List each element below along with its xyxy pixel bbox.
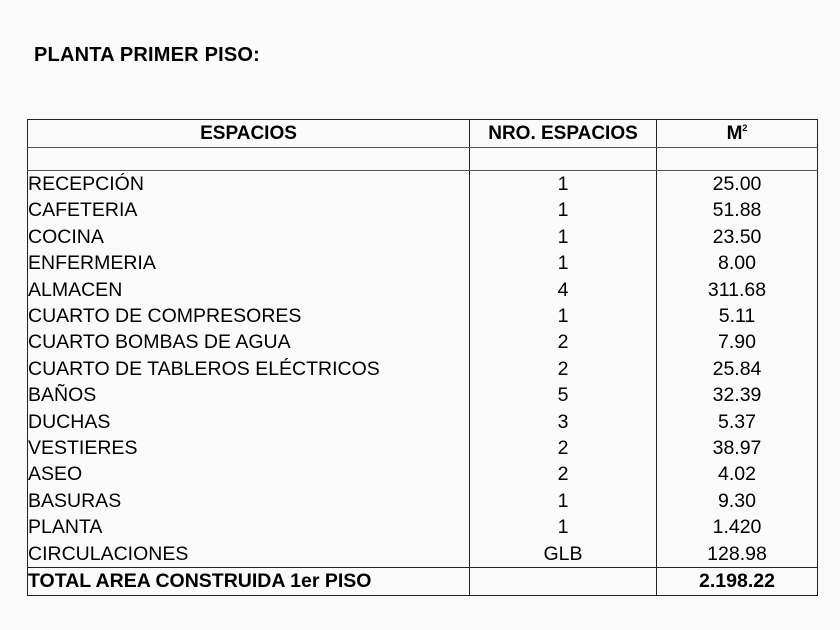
header-nro-espacios: NRO. ESPACIOS — [470, 120, 657, 148]
space-name-cell: BAÑOS — [28, 382, 470, 408]
space-name-cell: COCINA — [28, 224, 470, 250]
table-header-row — [28, 120, 818, 148]
space-area-cell: 5.37 — [657, 409, 818, 435]
total-row — [28, 568, 818, 596]
space-area-cell: 9.30 — [657, 488, 818, 514]
header-m2 — [657, 120, 818, 148]
space-area-cell: 25.00 — [657, 171, 818, 198]
space-name-cell: CUARTO DE COMPRESORES — [28, 303, 470, 329]
header-m2-base: M — [726, 123, 743, 144]
table-row — [28, 329, 818, 355]
space-name-cell: ENFERMERIA — [28, 250, 470, 276]
blank-cell — [28, 148, 470, 171]
space-count-cell: GLB — [470, 541, 657, 568]
space-name-cell: ALMACEN — [28, 277, 470, 303]
space-area-cell: 38.97 — [657, 435, 818, 461]
blank-cell — [657, 148, 818, 171]
space-count-cell: 1 — [470, 303, 657, 329]
table-row — [28, 488, 818, 514]
space-area-cell: 311.68 — [657, 277, 818, 303]
space-count-cell: 5 — [470, 382, 657, 408]
space-count-cell: 1 — [470, 197, 657, 223]
table-row — [28, 461, 818, 487]
space-count-cell: 4 — [470, 277, 657, 303]
space-name-cell: CIRCULACIONES — [28, 541, 470, 568]
space-name-cell: PLANTA — [28, 514, 470, 540]
space-count-cell: 2 — [470, 435, 657, 461]
space-count-cell: 1 — [470, 514, 657, 540]
space-area-cell: 23.50 — [657, 224, 818, 250]
header-m2-exponent: 2 — [742, 123, 748, 133]
table-row — [28, 171, 818, 198]
space-area-cell: 32.39 — [657, 382, 818, 408]
space-name-cell: DUCHAS — [28, 409, 470, 435]
space-name-cell: RECEPCIÓN — [28, 171, 470, 198]
areas-table — [27, 119, 818, 596]
space-name-cell: CUARTO BOMBAS DE AGUA — [28, 329, 470, 355]
space-area-cell: 4.02 — [657, 461, 818, 487]
blank-cell — [470, 148, 657, 171]
space-count-cell: 2 — [470, 461, 657, 487]
total-area: 2.198.22 — [657, 568, 818, 596]
total-count — [470, 568, 657, 596]
table-row — [28, 409, 818, 435]
space-count-cell: 2 — [470, 329, 657, 355]
table-body — [28, 148, 818, 568]
space-area-cell: 5.11 — [657, 303, 818, 329]
blank-row — [28, 148, 818, 171]
space-area-cell: 1.420 — [657, 514, 818, 540]
table-row — [28, 435, 818, 461]
table-row — [28, 277, 818, 303]
space-name-cell: ASEO — [28, 461, 470, 487]
page-title: PLANTA PRIMER PISO: — [34, 44, 261, 66]
total-label: TOTAL AREA CONSTRUIDA 1er PISO — [28, 568, 470, 596]
space-area-cell: 25.84 — [657, 356, 818, 382]
header-espacios: ESPACIOS — [28, 120, 470, 148]
table-row — [28, 514, 818, 540]
table-row — [28, 197, 818, 223]
space-name-cell: CAFETERIA — [28, 197, 470, 223]
space-area-cell: 128.98 — [657, 541, 818, 568]
space-area-cell: 8.00 — [657, 250, 818, 276]
space-count-cell: 2 — [470, 356, 657, 382]
space-name-cell: CUARTO DE TABLEROS ELÉCTRICOS — [28, 356, 470, 382]
space-area-cell: 7.90 — [657, 329, 818, 355]
space-count-cell: 1 — [470, 488, 657, 514]
table-row — [28, 382, 818, 408]
table-row — [28, 224, 818, 250]
space-name-cell: VESTIERES — [28, 435, 470, 461]
table-row — [28, 356, 818, 382]
space-area-cell: 51.88 — [657, 197, 818, 223]
space-count-cell: 3 — [470, 409, 657, 435]
table-row — [28, 250, 818, 276]
space-count-cell: 1 — [470, 250, 657, 276]
space-name-cell: BASURAS — [28, 488, 470, 514]
space-count-cell: 1 — [470, 224, 657, 250]
table-row — [28, 541, 818, 568]
space-count-cell: 1 — [470, 171, 657, 198]
table-row — [28, 303, 818, 329]
